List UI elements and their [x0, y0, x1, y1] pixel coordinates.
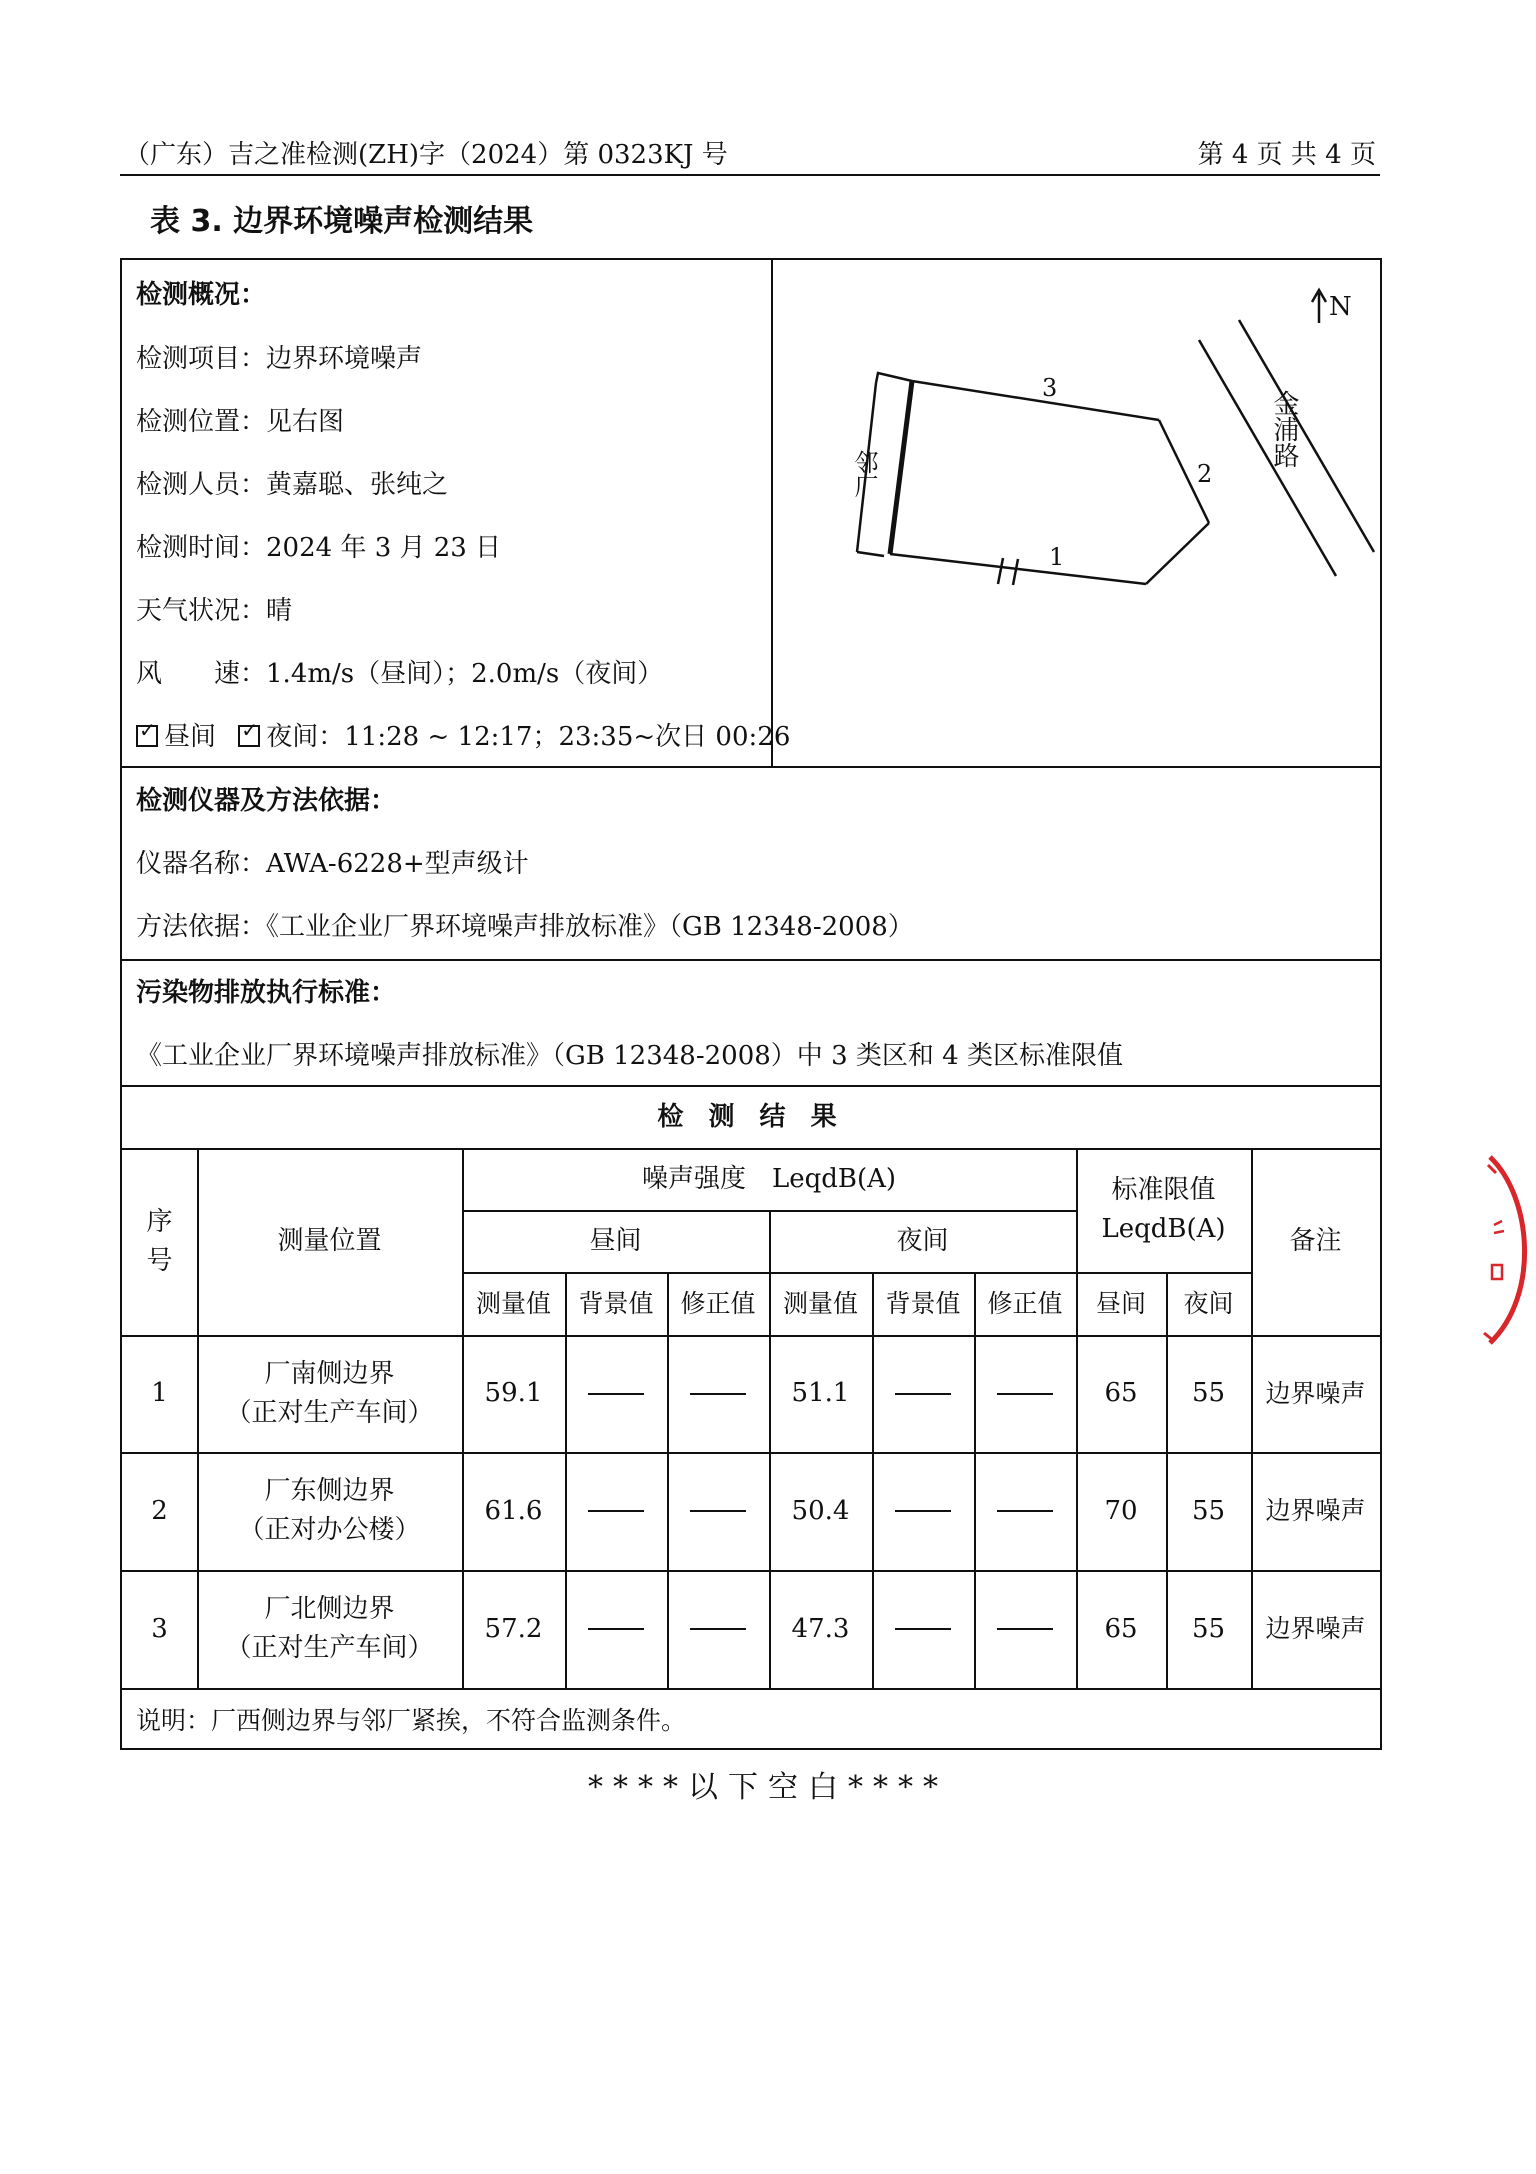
header-day: 昼间: [589, 1225, 642, 1256]
header-seq: 序号: [146, 1206, 173, 1276]
map-road-left-line: [1199, 340, 1336, 576]
night-period: 夜间：11:28 ~ 12:17；23:35~次日 00:26: [266, 722, 791, 752]
row-night-corrected: [974, 1570, 1076, 1688]
row-position: [197, 1452, 462, 1570]
row-day-background: [565, 1570, 667, 1688]
header-position: 测量位置: [277, 1226, 382, 1256]
row-day-corrected: [667, 1570, 769, 1688]
method-basis: 方法依据：《工业企业厂界环境噪声排放标准》（GB 12348-2008）: [136, 912, 914, 942]
row-night-corrected: [974, 1452, 1076, 1570]
row-day-measured: 57.2: [484, 1613, 543, 1644]
row-day-measured: 59.1: [484, 1378, 543, 1408]
divider-instrument: [122, 766, 1380, 768]
row-position: [197, 1570, 462, 1688]
row-position-note: （正对办公楼）: [238, 1515, 421, 1545]
row-line-note: [122, 1688, 1380, 1690]
test-period: [136, 724, 790, 750]
row-remark: 边界噪声: [1265, 1378, 1366, 1408]
row-remark: 边界噪声: [1265, 1496, 1366, 1526]
standard-text: 《工业企业厂界环境噪声排放标准》（GB 12348-2008）中 3 类区和 4 类区标准限值: [136, 1041, 1123, 1071]
row-limit-day: 65: [1104, 1613, 1138, 1644]
table-title: 表 3. 边界环境噪声检测结果: [150, 204, 534, 239]
header-limit-unit: LeqdB(A): [1101, 1214, 1226, 1244]
row-night-measured: 47.3: [791, 1613, 850, 1644]
test-staff: 检测人员：黄嘉聪、张纯之: [136, 470, 449, 500]
map-side-2: 2: [1197, 460, 1213, 488]
header-night-measured: 测量值: [782, 1288, 858, 1318]
map-mark-1a: [998, 558, 1003, 584]
row-remark: 边界噪声: [1265, 1614, 1366, 1644]
test-item: 检测项目：边界环境噪声: [136, 344, 423, 374]
seal-stamp-fragment: [1470, 1145, 1536, 1355]
row-position-name: 厂东侧边界: [264, 1476, 395, 1506]
day-checkbox: [136, 725, 158, 747]
row-day-background: [565, 1335, 667, 1452]
header-day-background: 背景值: [578, 1288, 654, 1318]
row-night-background: [872, 1570, 974, 1688]
wind-value: 1.4m/s（昼间）；2.0m/s（夜间）: [266, 659, 664, 689]
row-day-corrected: [667, 1452, 769, 1570]
map-boundary-west: [890, 381, 912, 554]
row-night-corrected: [974, 1335, 1076, 1452]
test-date: 检测时间：2024 年 3 月 23 日: [136, 533, 502, 563]
row-position: [197, 1335, 462, 1452]
header-day-corrected: 修正值: [680, 1288, 756, 1318]
map-road-right-line: [1239, 320, 1374, 552]
header-remark: 备注: [1289, 1226, 1342, 1256]
row-position-note: （正对生产车间）: [225, 1633, 434, 1663]
map-boundary-east-lower: [1146, 523, 1209, 584]
row-day-background: [565, 1452, 667, 1570]
wind-label: 风 速：: [136, 659, 267, 689]
map-boundary-west-top: [876, 373, 912, 383]
map-boundary-north: [912, 381, 1159, 420]
row-night-background: [872, 1452, 974, 1570]
instrument-title: 检测仪器及方法依据：: [136, 786, 397, 816]
row-seq: 3: [151, 1613, 168, 1644]
row-night-measured: 51.1: [791, 1378, 850, 1408]
night-checkbox: [238, 725, 260, 747]
results-title: 检 测 结 果: [657, 1101, 845, 1132]
map-boundary-south: [890, 554, 1146, 584]
map-neighbor-label: 邻厂: [850, 450, 878, 498]
header-night-background: 背景值: [885, 1288, 961, 1318]
instrument-name: 仪器名称：AWA-6228+型声级计: [136, 849, 529, 879]
row-limit-night: 55: [1191, 1378, 1226, 1408]
result-table: [120, 258, 1382, 1750]
row-seq: 1: [151, 1378, 168, 1408]
row-limit-day: 65: [1104, 1378, 1138, 1408]
overview-divider: [771, 260, 773, 766]
row-day-measured: 61.6: [484, 1495, 543, 1526]
blank-below-marker: ****以下空白****: [588, 1770, 948, 1805]
header-limit: [1076, 1148, 1251, 1272]
north-label: N: [1329, 292, 1352, 322]
table-note: 说明：厂西侧边界与邻厂紧挨，不符合监测条件。: [136, 1706, 687, 1735]
day-label: 昼间: [164, 722, 217, 752]
header-limit-night: 夜间: [1183, 1288, 1234, 1318]
header-day-measured: 测量值: [475, 1288, 551, 1318]
report-number: （广东）吉之准检测(ZH)字（2024）第 0323KJ 号: [124, 140, 728, 170]
header-night: 夜间: [896, 1225, 949, 1256]
header-limit-day: 昼间: [1095, 1288, 1146, 1318]
row-limit-night: 55: [1191, 1613, 1226, 1644]
divider-standard: [122, 959, 1380, 961]
map-mark-1b: [1013, 559, 1018, 585]
site-map: [774, 260, 1379, 765]
map-neighbor-bottom: [857, 552, 884, 556]
row-day-corrected: [667, 1335, 769, 1452]
row-night-background: [872, 1335, 974, 1452]
test-location: 检测位置：见右图: [136, 407, 345, 437]
standard-title: 污染物排放执行标准：: [136, 978, 397, 1008]
row-position-note: （正对生产车间）: [225, 1397, 434, 1428]
report-header: [120, 128, 1380, 176]
overview-title: 检测概况：: [136, 280, 267, 310]
header-noise: 噪声强度 LeqdB(A): [641, 1163, 897, 1194]
row-position-name: 厂北侧边界: [264, 1594, 395, 1624]
map-road-label: 金浦路: [1269, 390, 1299, 468]
map-side-1: 1: [1049, 543, 1065, 571]
row-limit-night: 55: [1191, 1495, 1226, 1526]
header-limit-title: 标准限值: [1111, 1175, 1216, 1205]
row-limit-day: 70: [1104, 1495, 1138, 1526]
row-position-name: 厂南侧边界: [264, 1358, 395, 1389]
wind-speed: [136, 661, 663, 687]
weather: 天气状况：晴: [136, 596, 293, 626]
map-side-3: 3: [1042, 374, 1058, 402]
page-indicator: 第 4 页 共 4 页: [1197, 140, 1376, 170]
row-night-measured: 50.4: [791, 1495, 850, 1526]
row-seq: 2: [151, 1495, 168, 1526]
header-night-corrected: 修正值: [987, 1288, 1063, 1318]
